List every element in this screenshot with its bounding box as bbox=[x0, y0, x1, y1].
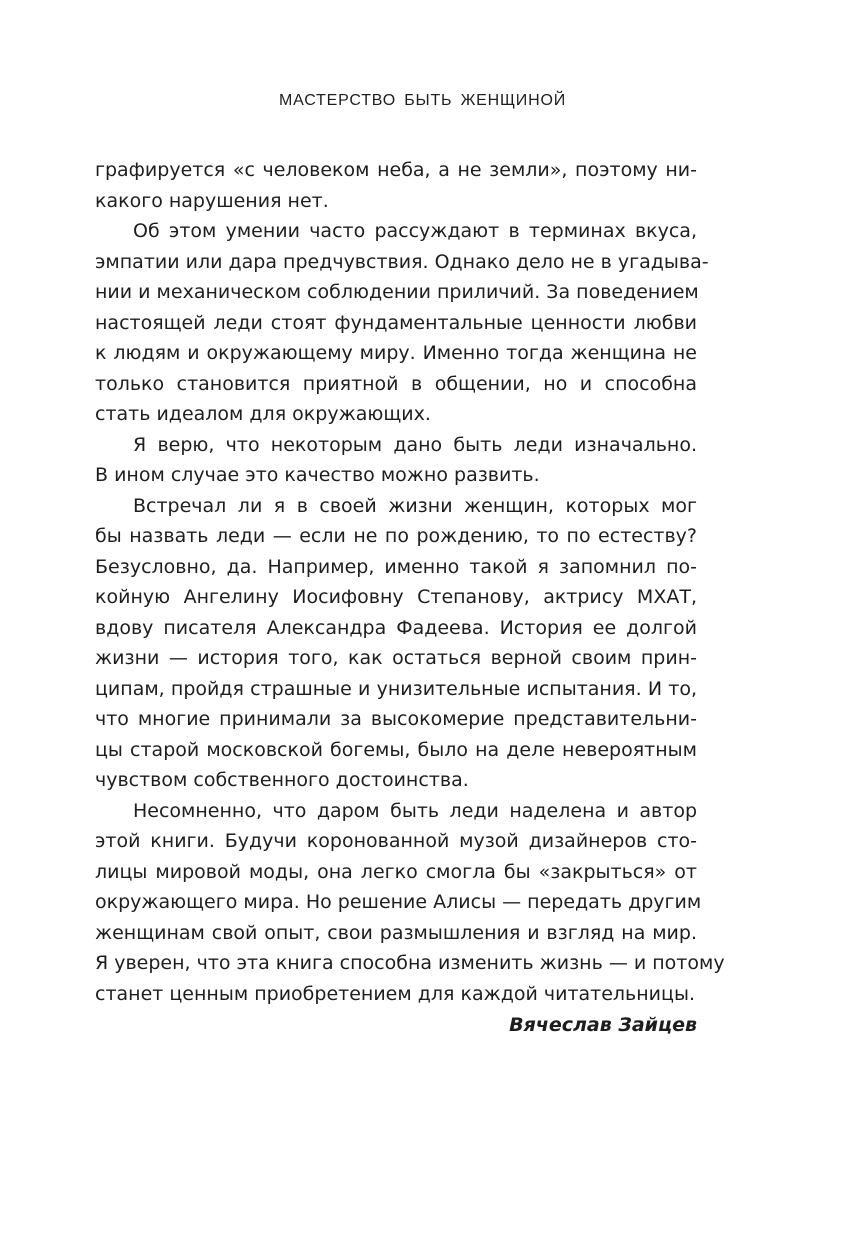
text-line: В ином случае это качество можно развить. bbox=[95, 464, 540, 486]
text-line: этой книги. Будучи коронованной музой дизайнеров сто- bbox=[95, 830, 697, 852]
text-line: жизни — история того, как остаться верной своим прин- bbox=[95, 647, 697, 669]
paragraph-2 bbox=[95, 216, 709, 430]
text-line: Об этом умении часто рассуждают в терминах вкуса, bbox=[133, 220, 697, 242]
text-line: Я уверен, что эта книга способна изменить жизнь — и потому bbox=[95, 952, 725, 974]
text-line: вдову писателя Александра Фадеева. История ее долгой bbox=[95, 616, 697, 639]
author-signature: Вячеслав Зайцев bbox=[509, 1014, 697, 1036]
text-line: стать идеалом для окружающих. bbox=[95, 403, 431, 425]
text-line: окружающего мира. Но решение Алисы — передать другим bbox=[95, 891, 702, 913]
text-line: настоящей леди стоят фундаментальные ценности любви bbox=[95, 311, 697, 334]
paragraph-3 bbox=[95, 430, 697, 491]
paragraph-4 bbox=[95, 491, 697, 796]
paragraph-1 bbox=[95, 155, 697, 216]
text-line: эмпатии или дара предчувствия. Однако дело не в угадыва- bbox=[95, 250, 709, 273]
text-line: чувством собственного достоинства. bbox=[95, 769, 469, 791]
running-head-title: МАСТЕРСТВО БЫТЬ ЖЕНЩИНОЙ bbox=[278, 92, 567, 109]
text-line: лицы мировой моды, она легко смогла бы «закрыться» от bbox=[95, 860, 697, 883]
paragraph-5 bbox=[95, 796, 725, 1010]
text-line: что многие принимали за высокомерие представительни- bbox=[95, 708, 697, 730]
body-text bbox=[95, 155, 725, 1041]
text-line: Я верю, что некоторым дано быть леди изначально. bbox=[133, 433, 697, 456]
text-line: к людям и окружающему миру. Именно тогда женщина не bbox=[95, 342, 697, 364]
text-line: какого нарушения нет. bbox=[95, 189, 329, 212]
text-line: графируется «с человеком неба, а не земли», поэтому ни- bbox=[95, 159, 697, 181]
text-line: станет ценным приобретением для каждой читательницы. bbox=[95, 982, 695, 1005]
text-line: Безусловно, да. Например, именно такой я запомнил по- bbox=[95, 555, 697, 578]
text-line: женщинам свой опыт, свои размышления и взгляд на мир. bbox=[95, 921, 697, 944]
text-line: койную Ангелину Иосифовну Степанову, актрису МХАТ, bbox=[95, 586, 697, 608]
text-line: цы старой московской богемы, было на деле невероятным bbox=[95, 738, 697, 761]
text-line: только становится приятной в общении, но и способна bbox=[95, 372, 697, 395]
text-line: ципам, пройдя страшные и унизительные испытания. И то, bbox=[95, 677, 697, 700]
text-line: Встречал ли я в своей жизни женщин, которых мог bbox=[133, 494, 697, 517]
text-line: нии и механическом соблюдении приличий. За поведением bbox=[95, 281, 699, 303]
text-line: Несомненно, что даром быть леди наделена и автор bbox=[133, 799, 697, 822]
text-line: бы назвать леди — если не по рождению, то по естеству? bbox=[95, 525, 697, 547]
